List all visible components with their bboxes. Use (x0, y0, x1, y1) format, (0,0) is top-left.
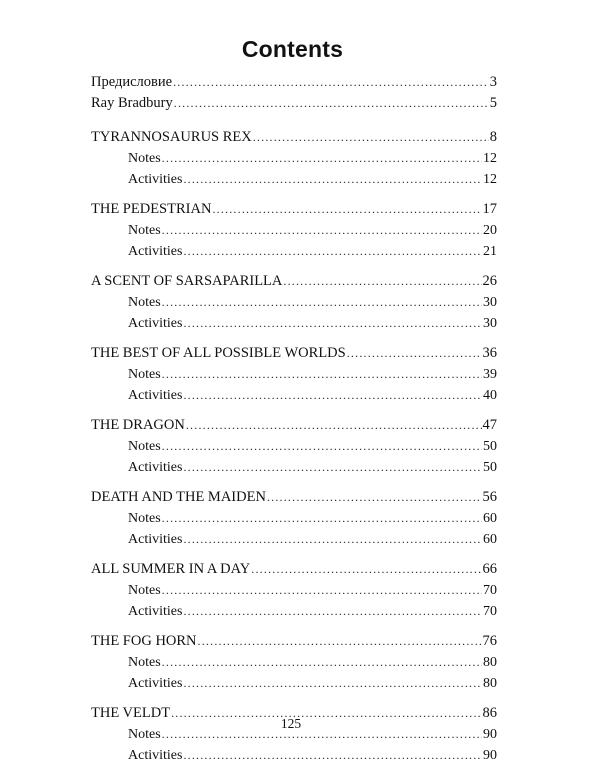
toc-entry-label: DEATH AND THE MAIDEN (91, 487, 266, 508)
toc-page-number: 66 (483, 559, 498, 580)
toc-entry-label: Notes (128, 293, 161, 314)
toc-entry-label: A SCENT OF SARSAPARILLA (91, 271, 282, 292)
toc-subentry-notes[interactable] (91, 148, 497, 169)
toc-entry-label: Notes (128, 221, 161, 242)
dot-leader (183, 457, 482, 478)
toc-entry-label: THE PEDESTRIAN (91, 199, 211, 220)
toc-entry-label: Activities (128, 746, 182, 766)
dot-leader (162, 220, 482, 241)
toc-intro-group (91, 72, 497, 114)
toc-subentry-activities[interactable] (91, 673, 497, 694)
dot-leader (174, 93, 489, 114)
dot-leader (183, 745, 482, 766)
toc-page-number: 50 (483, 437, 497, 458)
toc-page-number: 12 (483, 149, 497, 170)
toc-entry-label: Activities (128, 170, 182, 191)
toc-page-number: 17 (483, 199, 498, 220)
toc-page-number: 26 (483, 271, 498, 292)
toc-subentry-activities[interactable] (91, 313, 497, 334)
toc-entry-label: Notes (128, 509, 161, 530)
toc-entry-story[interactable] (91, 559, 497, 580)
dot-leader (162, 508, 482, 529)
dot-leader (183, 673, 482, 694)
dot-leader (183, 313, 482, 334)
toc-subentry-activities[interactable] (91, 385, 497, 406)
toc-entry-label: Notes (128, 581, 161, 602)
dot-leader (283, 271, 481, 292)
toc-entry-label: Предисловие (91, 72, 172, 93)
toc-subentry-activities[interactable] (91, 601, 497, 622)
toc-entry-label: Activities (128, 530, 182, 551)
page-number-footer: 125 (0, 716, 582, 732)
toc-page-number: 20 (483, 221, 497, 242)
toc-page-number: 80 (483, 653, 497, 674)
toc-entry-label: Activities (128, 458, 182, 479)
dot-leader (267, 487, 482, 508)
toc-entry-label: THE BEST OF ALL POSSIBLE WORLDS (91, 343, 346, 364)
toc-entry-story[interactable] (91, 127, 497, 148)
toc-subentry-notes[interactable] (91, 508, 497, 529)
toc-page-number: 39 (483, 365, 497, 386)
toc-stories (91, 127, 497, 765)
dot-leader (212, 199, 481, 220)
dot-leader (183, 601, 482, 622)
dot-leader (183, 241, 482, 262)
dot-leader (162, 580, 482, 601)
toc-story-group (91, 343, 497, 405)
toc-entry-author[interactable] (91, 93, 497, 114)
toc-story-group (91, 487, 497, 549)
toc-entry-story[interactable] (91, 487, 497, 508)
toc-page-number: 60 (483, 530, 497, 551)
toc-subentry-notes[interactable] (91, 436, 497, 457)
toc-page-number: 5 (490, 93, 497, 114)
toc-page-number: 47 (483, 415, 498, 436)
toc-subentry-activities[interactable] (91, 457, 497, 478)
toc-page-number: 60 (483, 509, 497, 530)
toc-entry-label: ALL SUMMER IN A DAY (91, 559, 250, 580)
dot-leader (162, 292, 482, 313)
toc-page-number: 80 (483, 674, 497, 695)
toc-page-number: 70 (483, 602, 497, 623)
toc-story-group (91, 271, 497, 333)
toc-entry-label: Activities (128, 314, 182, 335)
toc-story-group (91, 199, 497, 261)
dot-leader (251, 559, 481, 580)
toc-page-number: 90 (483, 746, 497, 766)
dot-leader (183, 385, 482, 406)
toc-page-number: 90 (483, 725, 497, 746)
toc-entry-label: Activities (128, 242, 182, 263)
dot-leader (183, 529, 482, 550)
toc-subentry-notes[interactable] (91, 292, 497, 313)
toc-subentry-notes[interactable] (91, 364, 497, 385)
table-of-contents (91, 72, 497, 765)
toc-entry-label: THE FOG HORN (91, 631, 197, 652)
toc-entry-story[interactable] (91, 343, 497, 364)
dot-leader (173, 72, 489, 93)
toc-subentry-notes[interactable] (91, 220, 497, 241)
toc-page-number: 12 (483, 170, 497, 191)
dot-leader (183, 169, 482, 190)
toc-entry-label: Notes (128, 365, 161, 386)
dot-leader (162, 364, 482, 385)
dot-leader (253, 127, 489, 148)
dot-leader (162, 436, 482, 457)
toc-entry-story[interactable] (91, 199, 497, 220)
toc-subentry-notes[interactable] (91, 580, 497, 601)
dot-leader (186, 415, 482, 436)
dot-leader (162, 652, 482, 673)
toc-story-group (91, 631, 497, 693)
toc-entry-label: Ray Bradbury (91, 93, 173, 114)
toc-page-number: 30 (483, 314, 497, 335)
toc-entry-label: Notes (128, 653, 161, 674)
toc-entry-story[interactable] (91, 631, 497, 652)
toc-page-number: 30 (483, 293, 497, 314)
toc-subentry-notes[interactable] (91, 652, 497, 673)
toc-subentry-activities[interactable] (91, 241, 497, 262)
toc-page-number: 36 (483, 343, 498, 364)
dot-leader (198, 631, 482, 652)
toc-page-number: 76 (483, 631, 498, 652)
toc-story-group (91, 703, 497, 765)
toc-subentry-activities[interactable] (91, 169, 497, 190)
dot-leader (347, 343, 482, 364)
toc-entry-label: Activities (128, 602, 182, 623)
toc-entry-label: Activities (128, 674, 182, 695)
toc-entry-label: THE DRAGON (91, 415, 185, 436)
toc-story-group (91, 415, 497, 477)
toc-entry-story[interactable] (91, 415, 497, 436)
toc-entry-label: Notes (128, 149, 161, 170)
toc-story-group (91, 559, 497, 621)
page-title: Contents (0, 36, 585, 63)
toc-subentry-activities[interactable] (91, 745, 497, 766)
toc-subentry-activities[interactable] (91, 529, 497, 550)
toc-page-number: 86 (483, 703, 498, 724)
dot-leader (162, 148, 482, 169)
toc-page-number: 70 (483, 581, 497, 602)
toc-entry-label: TYRANNOSAURUS REX (91, 127, 252, 148)
toc-entry-preface[interactable] (91, 72, 497, 93)
toc-page-number: 40 (483, 386, 497, 407)
toc-page-number: 3 (490, 72, 497, 93)
toc-entry-label: THE VELDT (91, 703, 170, 724)
toc-entry-label: Activities (128, 386, 182, 407)
toc-page-number: 50 (483, 458, 497, 479)
toc-page-number: 8 (490, 127, 497, 148)
toc-entry-story[interactable] (91, 271, 497, 292)
toc-entry-label: Notes (128, 725, 161, 746)
toc-page-number: 21 (483, 242, 497, 263)
toc-entry-label: Notes (128, 437, 161, 458)
toc-story-group (91, 127, 497, 189)
toc-page-number: 56 (483, 487, 498, 508)
